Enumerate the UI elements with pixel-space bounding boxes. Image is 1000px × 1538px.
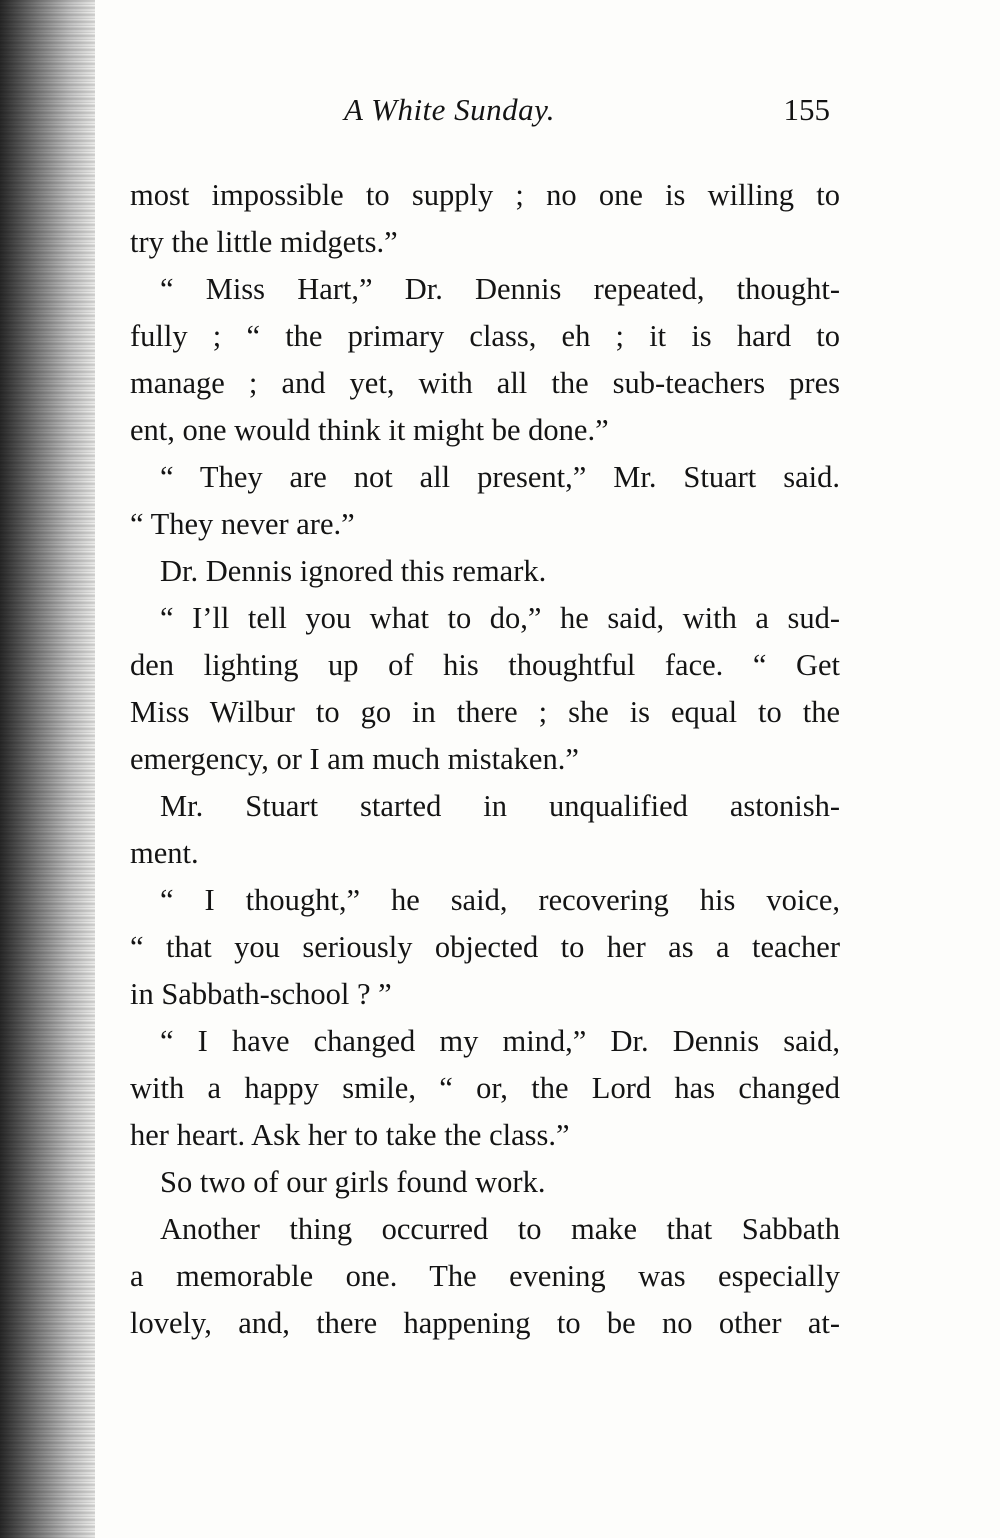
text-line: Another thing occurred to make that Sabbath [160,1212,840,1246]
text-line: emergency, or I am much mistaken.” [130,742,579,776]
text-line: “ They are not all present,” Mr. Stuart said. [160,460,840,494]
text-line: “ Miss Hart,” Dr. Dennis repeated, thought- [160,272,840,306]
text-line: a memorable one. The evening was especially [130,1259,840,1293]
text-line: den lighting up of his thoughtful face. “ Get [130,648,840,682]
text-line: Mr. Stuart started in unqualified astonish- [160,789,840,823]
text-line: ment. [130,836,199,870]
text-line: in Sabbath-school ? ” [130,977,392,1011]
binding-gutter [0,0,95,1538]
text-line: lovely, and, there happening to be no other at- [130,1306,840,1340]
text-line: with a happy smile, “ or, the Lord has changed [130,1071,840,1105]
page-header [130,92,830,142]
text-line: manage ; and yet, with all the sub-teachers pres [130,366,840,400]
text-line: “ I thought,” he said, recovering his voice, [160,883,840,917]
text-line: try the little midgets.” [130,225,398,259]
text-line: Miss Wilbur to go in there ; she is equal to the [130,695,840,729]
text-line: “ They never are.” [130,507,355,541]
text-line: “ that you seriously objected to her as a teacher [130,930,840,964]
text-line: most impossible to supply ; no one is willing to [130,178,840,212]
text-line: So two of our girls found work. [160,1165,546,1199]
text-line: fully ; “ the primary class, eh ; it is hard to [130,319,840,353]
text-line: “ I’ll tell you what to do,” he said, with a sud- [160,601,840,635]
text-line: her heart. Ask her to take the class.” [130,1118,570,1152]
text-line: ent, one would think it might be done.” [130,413,609,447]
text-line: Dr. Dennis ignored this remark. [160,554,547,588]
body-text [130,172,840,1347]
page-number: 155 [783,92,830,127]
text-line: “ I have changed my mind,” Dr. Dennis said, [160,1024,840,1058]
running-title: A White Sunday. [344,92,555,127]
